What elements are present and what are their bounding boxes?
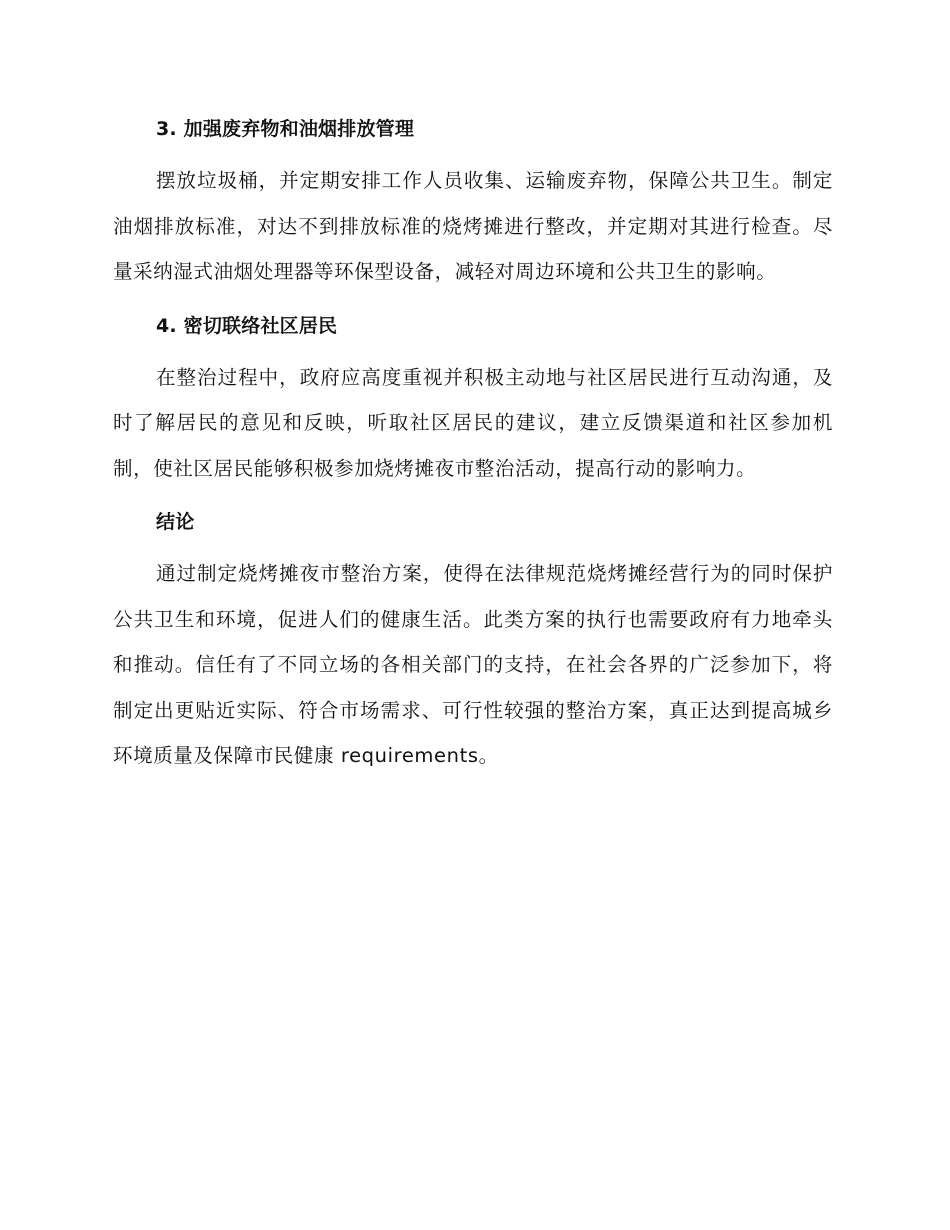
section-heading-conclusion: 结论 [156,511,195,533]
section-heading-community-liaison: 4. 密切联络社区居民 [156,314,338,337]
document-body [113,112,833,779]
section-paragraph-conclusion: 通过制定烧烤摊夜市整治方案，使得在法律规范烧烤摊经营行为的同时保护公共卫生和环境，促进人们的健康生活。此类方案的执行也需要政府有力地牵头和推动。信任有了不同立场的各相关部门的支持，在社会各界的广泛参加下，将制定出更贴近实际、符合市场需求、可行性较强的整治方案，真正达到提高城乡环境质量及保障市民健康 requirements。 [113,562,833,767]
section-paragraph-community-liaison: 在整治过程中，政府应高度重视并积极主动地与社区居民进行互动沟通，及时了解居民的意见和反映，听取社区居民的建议，建立反馈渠道和社区参加机制，使社区居民能够积极参加烧烤摊夜市整治活动，提高行动的影响力。 [113,365,833,480]
section-paragraph-waste-management: 摆放垃圾桶，并定期安排工作人员收集、运输废弃物，保障公共卫生。制定油烟排放标准，对达不到排放标准的烧烤摊进行整改，并定期对其进行检查。尽量采纳湿式油烟处理器等环保型设备，减轻对周边环境和公共卫生的影响。 [113,169,833,283]
section-heading-waste-management: 3. 加强废弃物和油烟排放管理 [156,118,415,140]
